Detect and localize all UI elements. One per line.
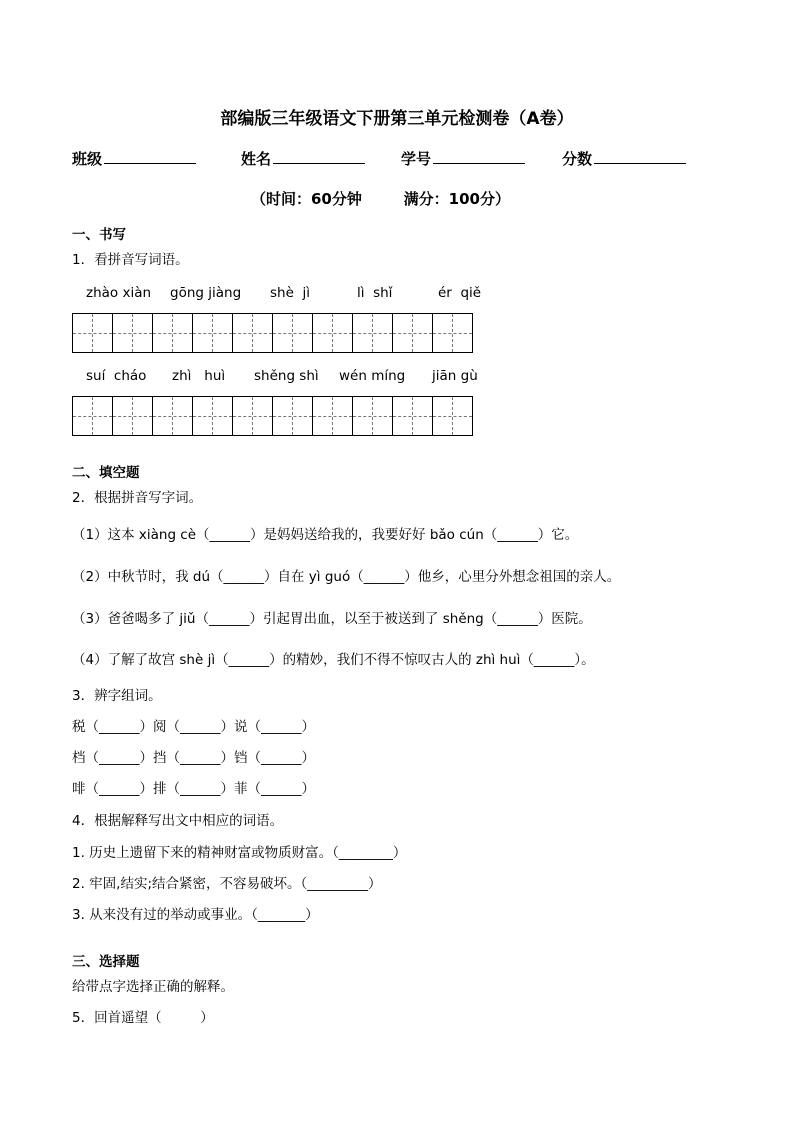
writing-grid-row-2 (72, 396, 473, 436)
grid-cell[interactable] (193, 313, 233, 353)
grid-cell[interactable] (393, 396, 433, 436)
section-3-intro: 给带点字选择正确的解释。 (72, 979, 234, 995)
id-blank[interactable] (433, 148, 525, 164)
question-4-item-3: 3. 从来没有过的举动或事业。（_______） (72, 907, 319, 923)
pinyin-1-3: shè jì (270, 285, 310, 301)
question-3-row-1: 税（______）阅（______）说（______） (72, 719, 315, 735)
score-label: 分数 (562, 150, 593, 168)
question-3-row-2: 档（______）挡（______）铛（______） (72, 750, 315, 766)
class-blank[interactable] (104, 148, 196, 164)
question-3-row-3: 啡（______）排（______）菲（______） (72, 781, 315, 797)
pinyin-2-2: zhì huì (172, 368, 226, 384)
section-1-heading: 一、书写 (72, 227, 126, 243)
question-1: 1．看拼音写词语。 (72, 252, 189, 268)
question-2-item-1: （1）这本 xiàng cè（______）是妈妈送给我的，我要好好 bǎo cún（______）它。 (72, 527, 579, 543)
grid-cell[interactable] (353, 313, 393, 353)
score-field (562, 148, 686, 169)
name-label: 姓名 (241, 150, 272, 168)
question-4: 4．根据解释写出文中相应的词语。 (72, 813, 284, 829)
question-2: 2．根据拼音写字词。 (72, 490, 203, 506)
grid-cell[interactable] (273, 396, 313, 436)
section-2-heading: 二、填空题 (72, 465, 140, 481)
grid-cell[interactable] (113, 396, 153, 436)
pinyin-1-1: zhào xiàn (86, 285, 152, 301)
id-field (401, 148, 525, 169)
grid-cell[interactable] (393, 313, 433, 353)
grid-cell[interactable] (193, 396, 233, 436)
name-field (241, 148, 365, 169)
pinyin-2-4: wén míng (339, 368, 406, 384)
question-2-item-3: （3）爸爸喝多了 jiǔ（______）引起胃出血，以至于被送到了 shěng（______）医院。 (72, 611, 592, 627)
pinyin-1-4: lì shǐ (357, 285, 393, 301)
grid-cell[interactable] (353, 396, 393, 436)
question-3: 3．辨字组词。 (72, 688, 162, 704)
question-2-item-2: （2）中秋节时，我 dú（______）自在 yì guó（______）他乡，心里分外想念祖国的亲人。 (72, 569, 621, 585)
grid-cell[interactable] (233, 396, 273, 436)
grid-cell[interactable] (113, 313, 153, 353)
pinyin-2-3: shěng shì (254, 368, 319, 384)
pinyin-2-1: suí cháo (86, 368, 147, 384)
grid-cell[interactable] (313, 396, 353, 436)
pinyin-1-2: gōng jiàng (170, 285, 242, 301)
name-blank[interactable] (273, 148, 365, 164)
grid-cell[interactable] (273, 313, 313, 353)
grid-cell[interactable] (153, 313, 193, 353)
pinyin-2-5: jiān gù (432, 368, 478, 384)
page-title: 部编版三年级语文下册第三单元检测卷（A卷） (220, 109, 574, 129)
grid-cell[interactable] (153, 396, 193, 436)
pinyin-1-5: ér qiě (438, 285, 482, 301)
question-5: 5．回首遥望（ ） (72, 1010, 214, 1026)
class-field (72, 148, 196, 169)
class-label: 班级 (72, 150, 103, 168)
section-3-heading: 三、选择题 (72, 954, 140, 970)
question-4-item-2: 2. 牢固,结实;结合紧密，不容易破坏。（_________） (72, 876, 382, 892)
grid-cell[interactable] (73, 396, 113, 436)
grid-cell[interactable] (433, 396, 473, 436)
question-2-item-4: （4）了解了故宫 shè jì（______）的精妙，我们不得不惊叹古人的 zhì huì（______）。 (72, 652, 595, 668)
question-4-item-1: 1. 历史上遗留下来的精神财富或物质财富。（________） (72, 845, 407, 861)
grid-cell[interactable] (313, 313, 353, 353)
grid-cell[interactable] (433, 313, 473, 353)
score-blank[interactable] (594, 148, 686, 164)
id-label: 学号 (401, 150, 432, 168)
grid-cell[interactable] (233, 313, 273, 353)
writing-grid-row-1 (72, 313, 473, 353)
grid-cell[interactable] (73, 313, 113, 353)
time-score-line: （时间：60分钟 满分：100分） (251, 190, 510, 208)
